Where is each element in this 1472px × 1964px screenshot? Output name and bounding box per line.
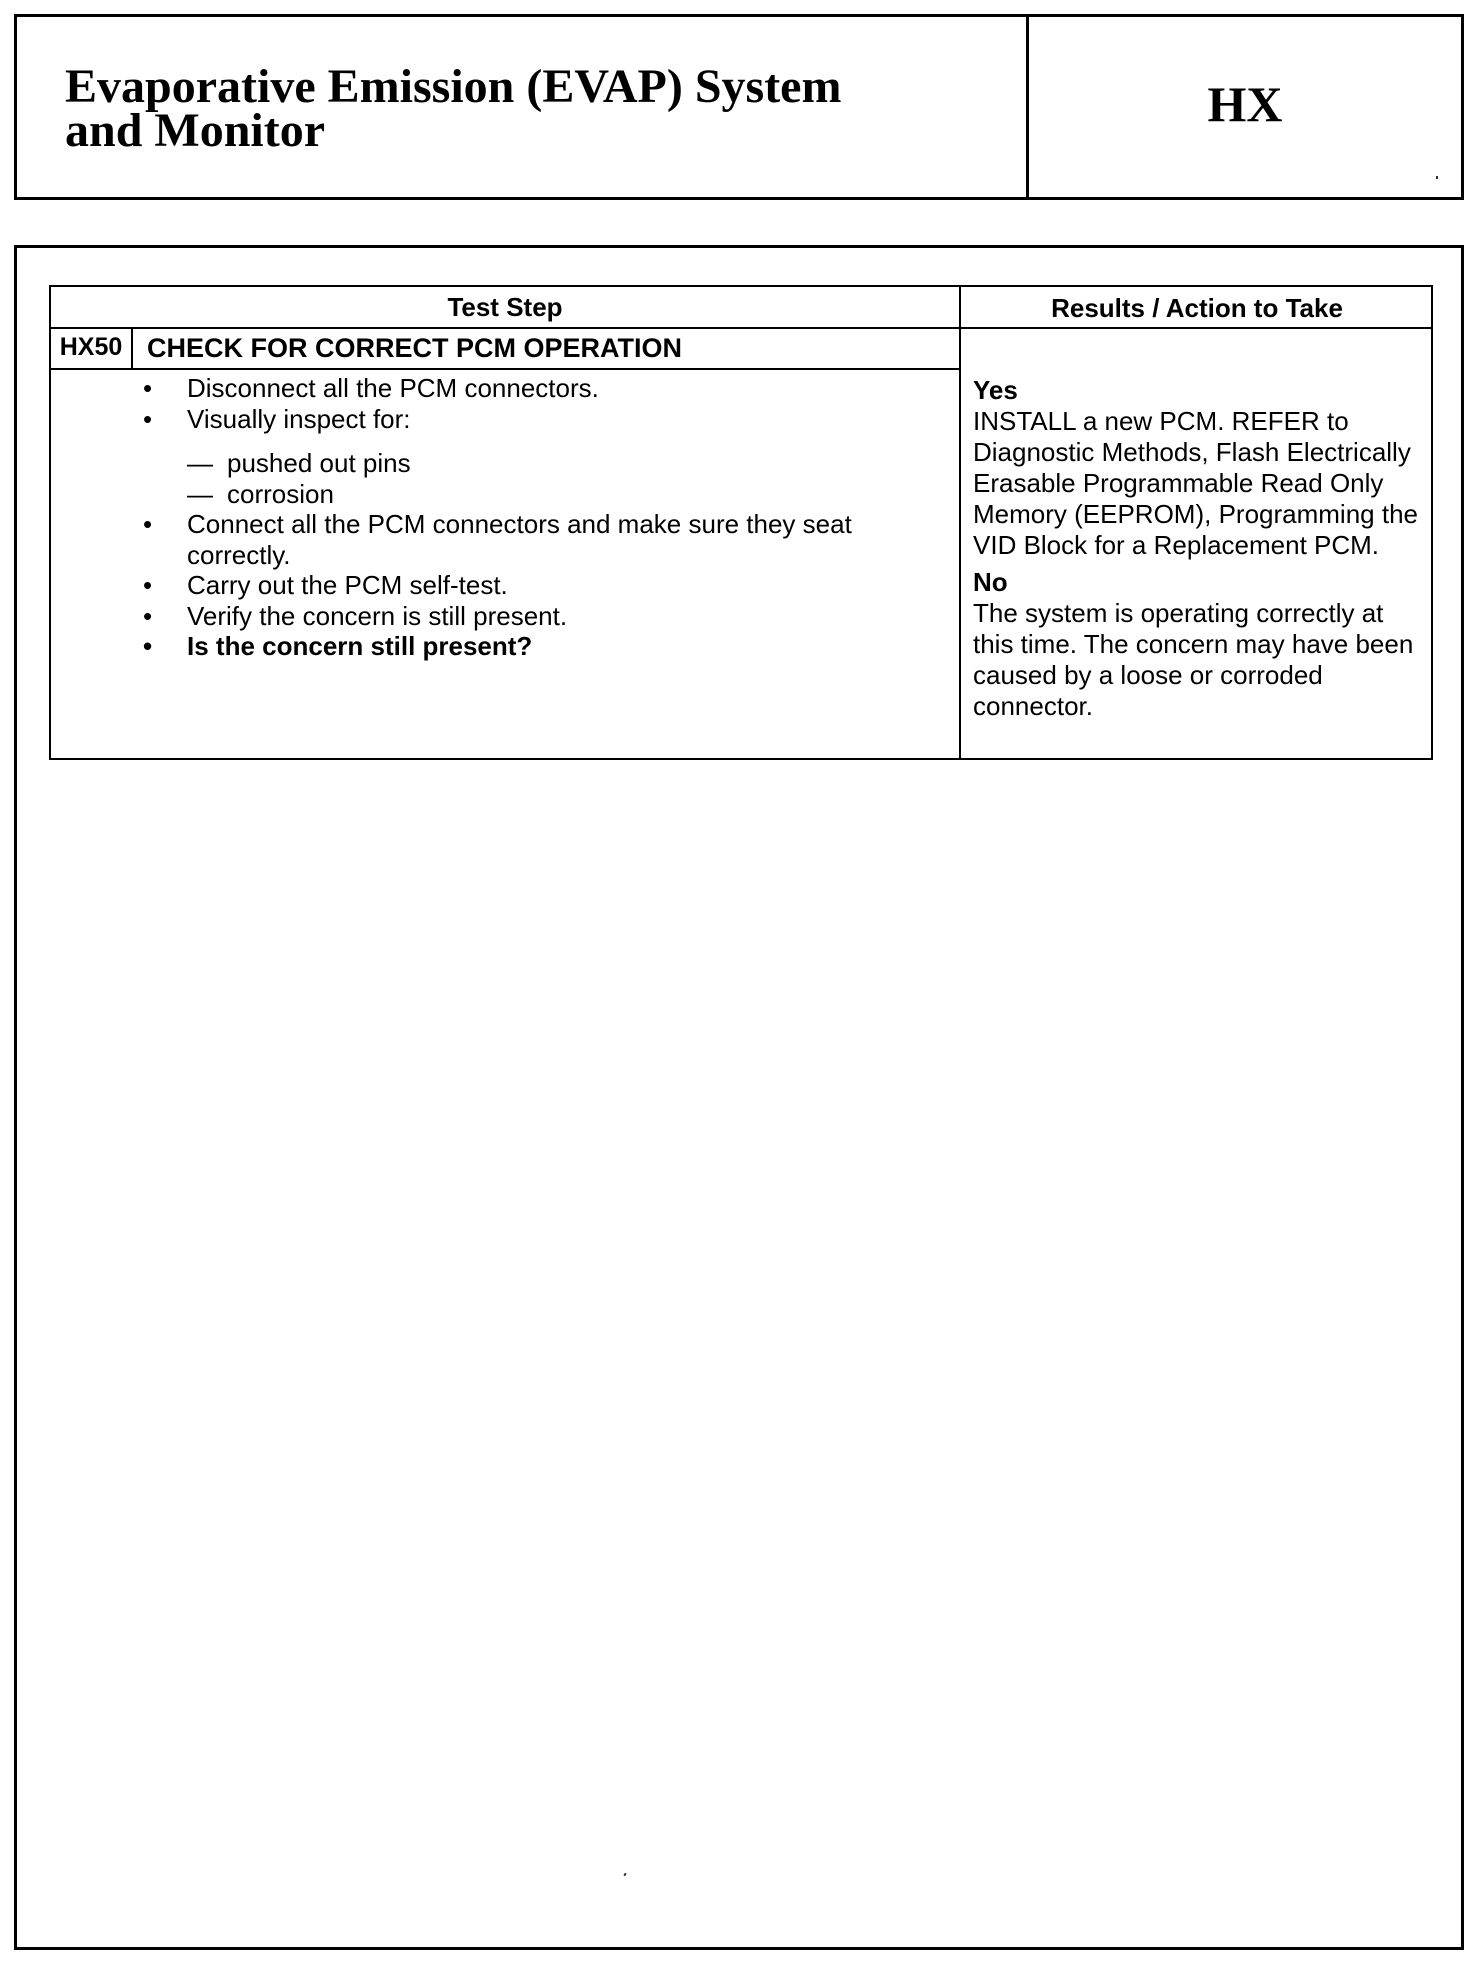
step-text: Carry out the PCM self-test.: [187, 570, 508, 600]
step-item: [135, 570, 935, 601]
header-box: [14, 14, 1464, 200]
content-frame: [14, 245, 1464, 1950]
step-text: Disconnect all the PCM connectors.: [187, 373, 599, 403]
inspect-item: [187, 479, 935, 510]
no-action-text: The system is operating correctly at this time. The concern may have been caused by a loose or corroded connector.: [973, 598, 1414, 721]
step-question: Is the concern still present?: [187, 631, 533, 661]
yes-action-text: INSTALL a new PCM. REFER to Diagnostic Methods, Flash Electrically Erasable Programmable Read Only Memory (EEPROM), Programming the VID Block for a Replacement PCM.: [973, 406, 1418, 560]
inspect-text: corrosion: [227, 478, 334, 509]
column-divider: [959, 287, 961, 758]
column-header-test-step: Test Step: [447, 292, 563, 322]
results-cell: [973, 375, 1429, 722]
step-item: [135, 509, 935, 570]
bullet-icon: •: [143, 570, 153, 600]
steps-list: [135, 373, 935, 662]
header-code-cell: [1029, 17, 1461, 197]
no-label: No: [973, 567, 1008, 597]
inspect-list: [187, 448, 935, 509]
page-title: [65, 60, 1026, 157]
test-step-table: [49, 285, 1433, 760]
yes-label: Yes: [973, 375, 1018, 405]
section-code: HX: [1207, 76, 1283, 132]
inspect-text: pushed out pins: [227, 448, 411, 478]
step-title: CHECK FOR CORRECT PCM OPERATION: [147, 333, 683, 363]
step-item: [135, 404, 935, 510]
step-item: [135, 601, 935, 632]
column-header-results: Results / Action to Take: [1051, 293, 1343, 323]
step-text: Verify the concern is still present.: [187, 600, 568, 631]
step-title-divider: [51, 368, 959, 370]
step-id: HX50: [51, 327, 133, 368]
dash-icon: —: [187, 478, 213, 509]
bullet-icon: •: [143, 600, 153, 631]
step-text: Visually inspect for:: [187, 403, 411, 434]
page-title-line-1: Evaporative Emission (EVAP) System: [65, 60, 842, 113]
scan-speck: [1436, 176, 1438, 179]
step-item-question: [135, 631, 935, 662]
dash-icon: —: [187, 448, 213, 478]
page-title-line-2: and Monitor: [65, 104, 326, 157]
inspect-item: [187, 448, 935, 479]
header-title-cell: [17, 17, 1029, 197]
step-item: [135, 373, 935, 404]
bullet-icon: •: [143, 403, 153, 434]
bullet-icon: •: [143, 631, 153, 661]
bullet-icon: •: [143, 509, 153, 539]
step-text: Connect all the PCM connectors and make sure they seat correctly.: [187, 509, 852, 570]
bullet-icon: •: [143, 373, 153, 403]
